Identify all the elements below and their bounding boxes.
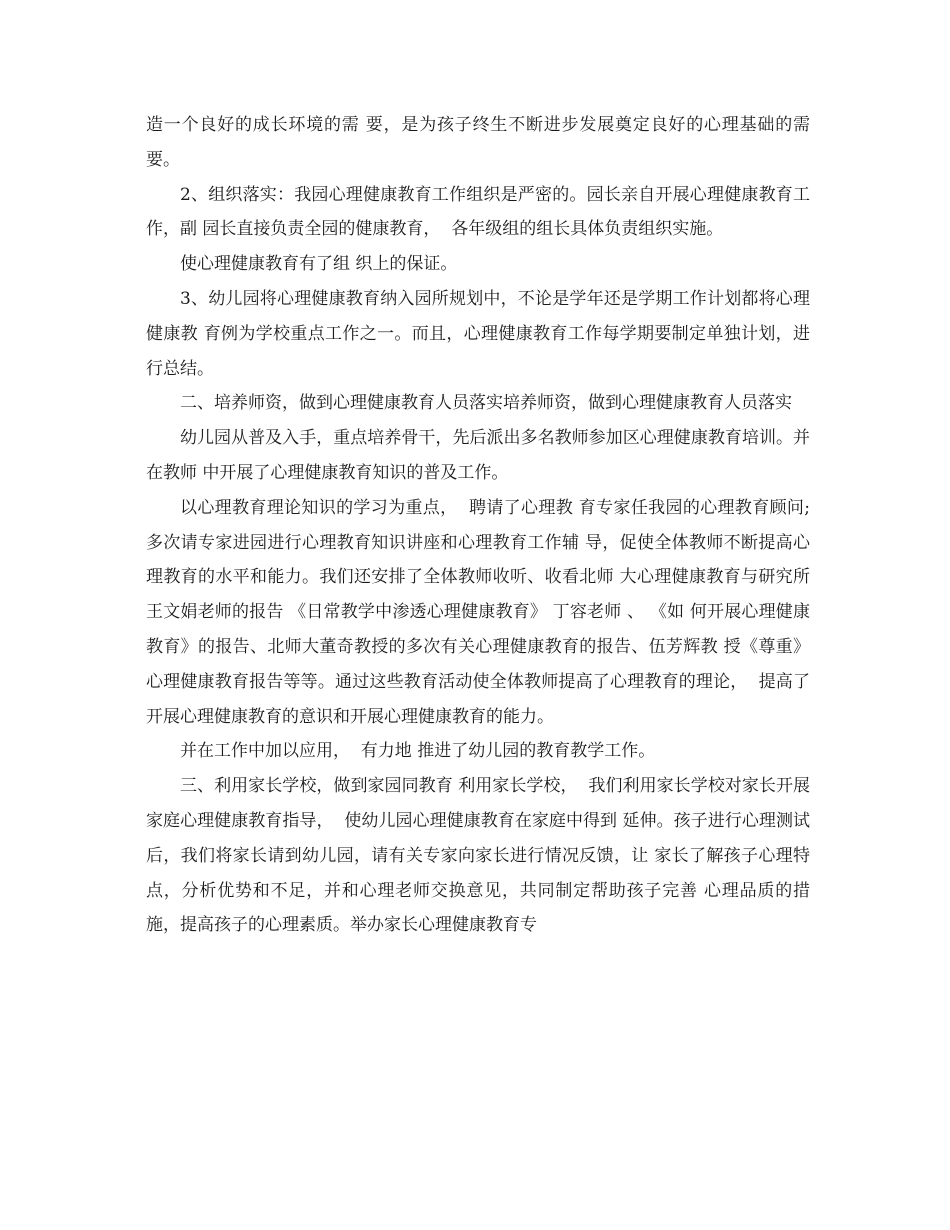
paragraph-3: 使心理健康教育有了组 织上的保证。: [180, 254, 458, 275]
section-heading-2: 二、培养师资，做到心理健康教育人员落实培养师资，做到心理健康教育人员落实: [180, 393, 792, 414]
paragraph-8: 并在工作中加以应用， 有力地 推进了幼儿园的教育教学工作。: [180, 741, 656, 762]
paragraph-4: 3、幼儿园将心理健康教育纳入园所规划中，不论是学年还是学期工作计划都将心理健康教 育例为学校重点工作之一。而且，心理健康教育工作每学期要制定单独计划，进行总结。: [146, 288, 810, 379]
paragraph-6: 幼儿园从普及入手，重点培养骨干，先后派出多名教师参加区心理健康教育培训。并在教师 中开展了心理健康教育知识的普及工作。: [146, 428, 810, 483]
document-body: [146, 108, 810, 943]
section-heading-3: 三、利用家长学校，做到家园同教育 利用家长学校， 我们利用家长学校对家长开展家庭心理健康教育指导， 使幼儿园心理健康教育在家庭中得到 延伸。孩子进行心理测试后，我们将家长请到幼儿园，请有关专家向家长进行情况反馈，让 家长了解孩子心理特点，分析优势和不足，并和心理老师交换意见，共同制定帮助孩子完善 心理品质的措施，提高孩子的心理素质。举办家长心理健康教育专: [146, 776, 810, 936]
paragraph-2: 2、组织落实：我园心理健康教育工作组织是严密的。园长亲自开展心理健康教育工作，副 园长直接负责全园的健康教育， 各年级组的组长具体负责组织实施。: [146, 184, 810, 240]
paragraph-7: 以心理教育理论知识的学习为重点， 聘请了心理教 育专家任我园的心理教育顾问;多次请专家进园进行心理教育知识讲座和心理教育工作辅 导，促使全体教师不断提高心理教育的水平和能力。我们还安排了全体教师收听、收看北师 大心理健康教育与研究所王文娟老师的报告 《日常教学中渗透心理健康教育》 丁容老师 、 《如 何开展心理健康教育》的报告、北师大董奇教授的多次有关心理健康教育的报告、伍芳辉教 授《尊重》心理健康教育报告等等。通过这些教育活动使全体教师提高了心理教育的理论， 提高了开展心理健康教育的意识和开展心理健康教育的能力。: [146, 497, 810, 727]
paragraph-1: 造一个良好的成长环境的需 要，是为孩子终生不断进步发展奠定良好的心理基础的需要。: [146, 115, 810, 170]
